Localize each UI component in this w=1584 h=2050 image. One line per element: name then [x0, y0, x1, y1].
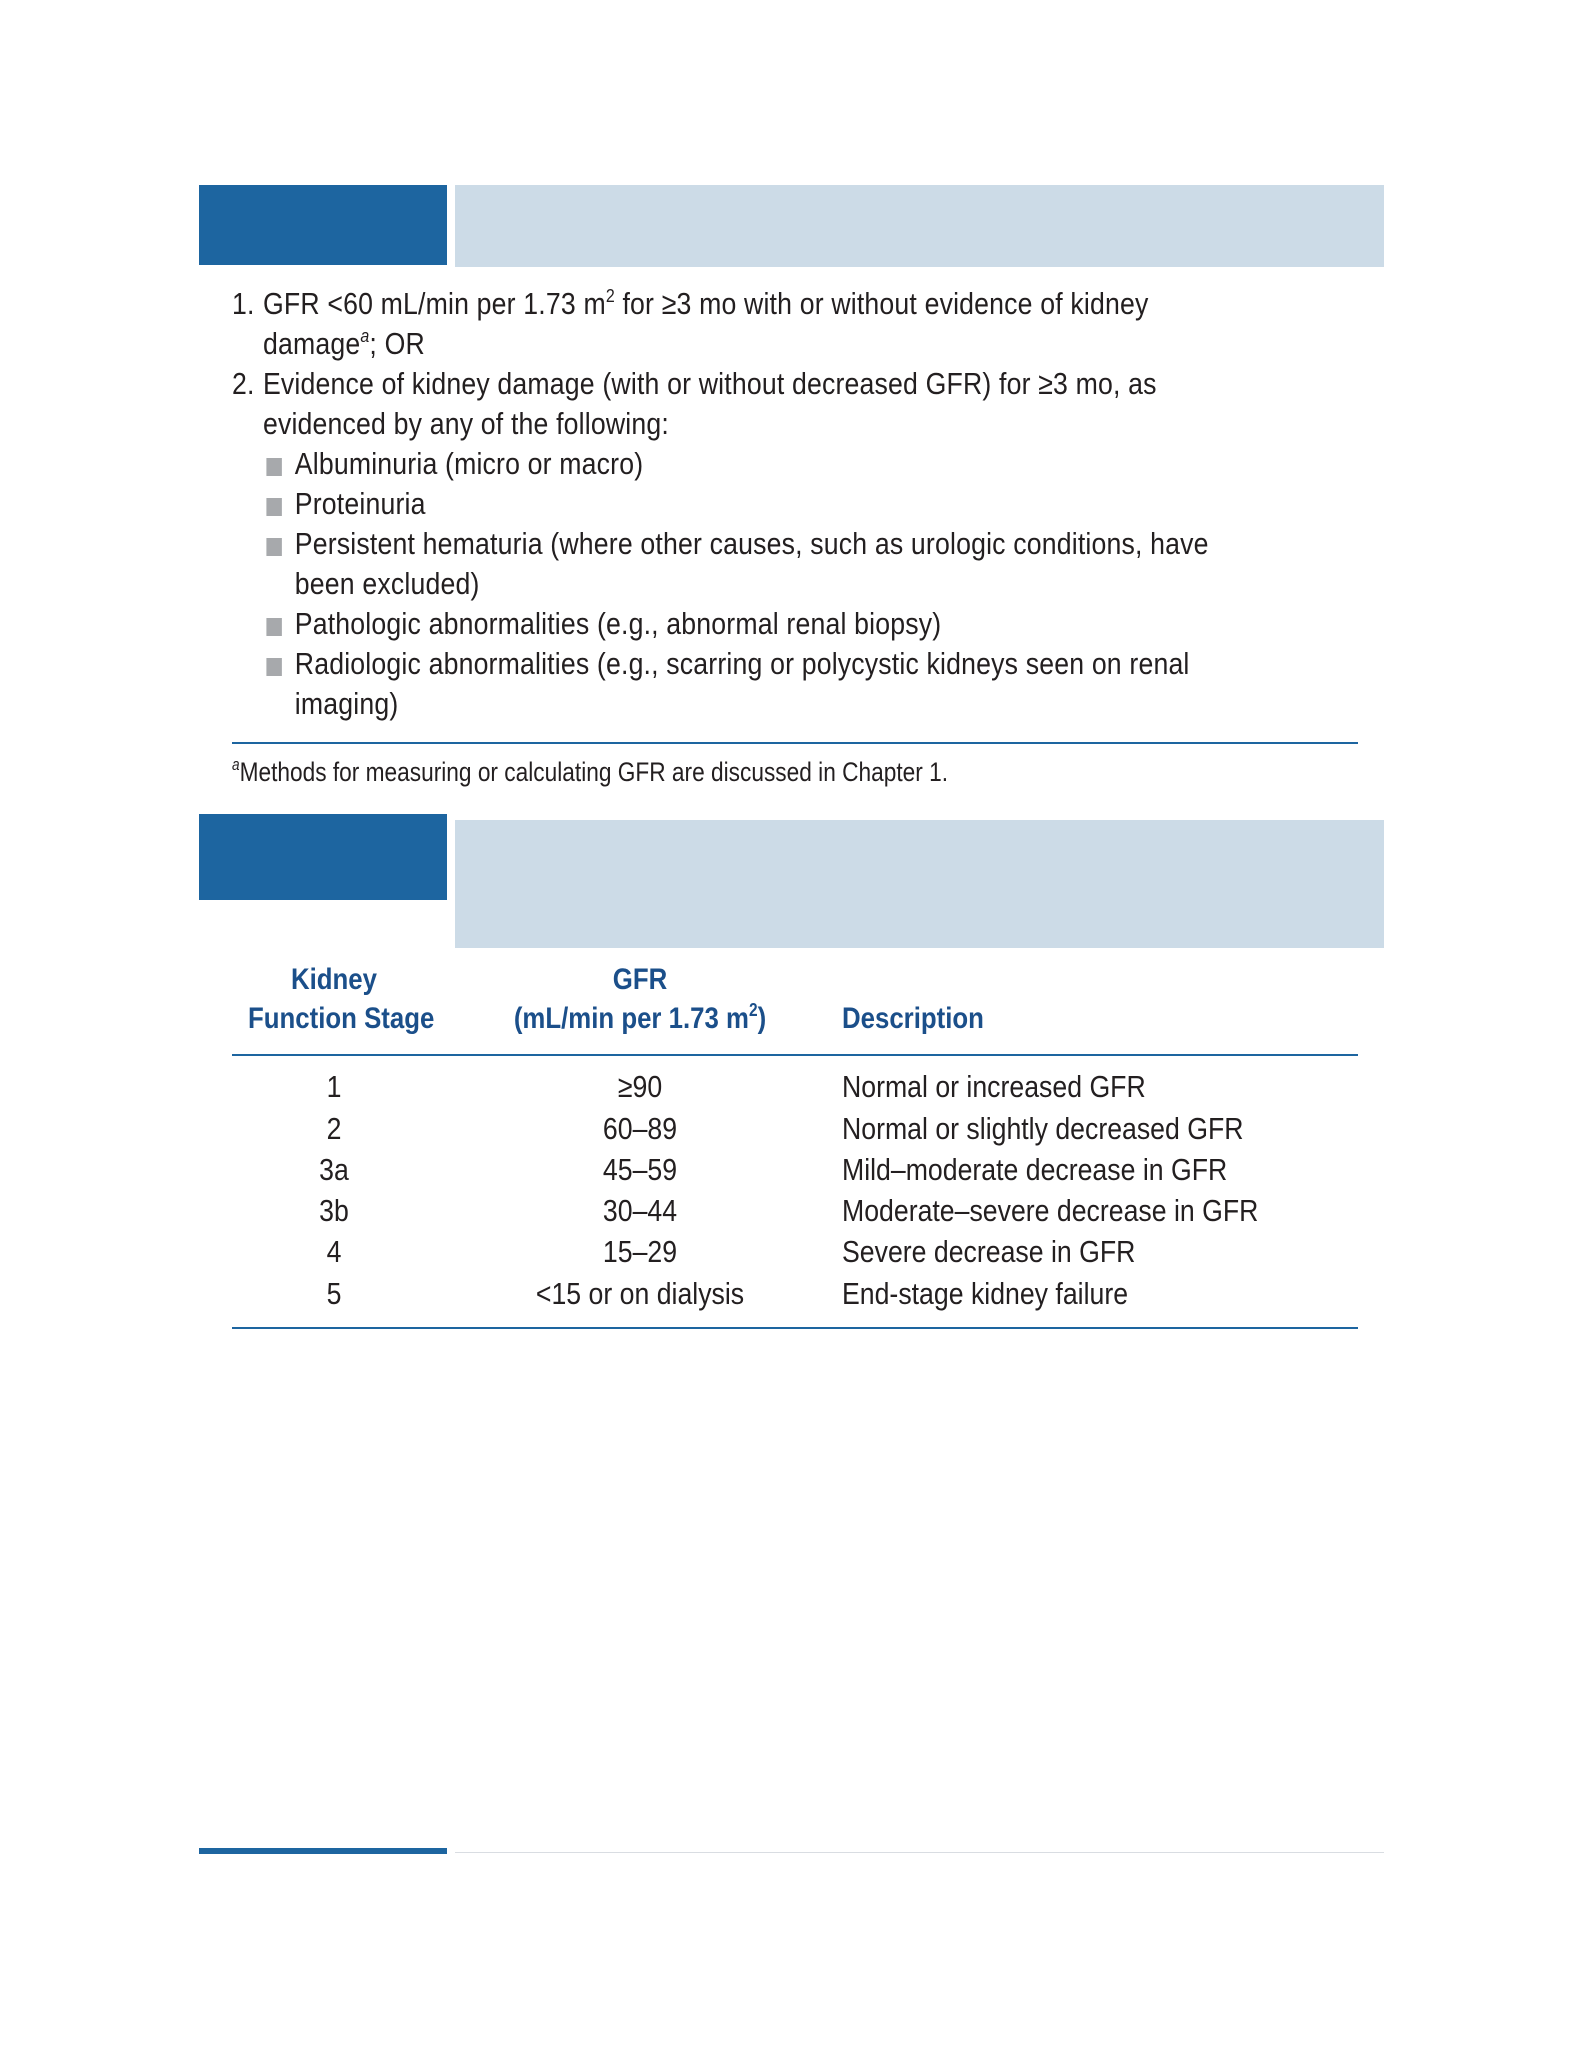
- footnote-text: Methods for measuring or calculating GFR are discussed in Chapter 1.: [239, 757, 949, 787]
- box1-label-block: [199, 185, 447, 265]
- square-bullet-icon: [266, 658, 281, 676]
- criteria-item-2: [232, 364, 1212, 724]
- criteria-number: 2.: [232, 366, 255, 401]
- criteria-item-1: [232, 284, 1212, 364]
- evidence-bullet-list: [263, 444, 1212, 724]
- square-bullet-icon: [266, 538, 281, 556]
- column-header-gfr: GFR (mL/min per 1.73 $m^2$): [513, 963, 767, 1035]
- footnote-marker: a: [360, 324, 370, 346]
- criteria-text: ; OR: [369, 326, 425, 361]
- column-header-stage: Kidney Function Stage: [248, 963, 435, 1035]
- table-bottom-rule: [232, 1327, 1358, 1329]
- list-item: Radiologic abnormalities (e.g., scarring or polycystic kidneys seen on renal imaging): [263, 644, 1212, 724]
- list-item: Proteinuria: [263, 484, 1212, 524]
- square-bullet-icon: [266, 498, 281, 516]
- criteria-text: GFR <60 mL/min per 1.73 m: [262, 286, 606, 321]
- ckd-criteria-list: [232, 284, 1212, 724]
- box2-title-bar: [455, 820, 1384, 948]
- square-bullet-icon: [266, 458, 281, 476]
- criteria-text: for ≥3 mo with or without evidence of kidney damage: [262, 286, 1149, 361]
- superscript: 2: [605, 284, 615, 306]
- square-bullet-icon: [266, 618, 281, 636]
- footer-rule: [455, 1852, 1384, 1853]
- list-item: Pathologic abnormalities (e.g., abnormal renal biopsy): [263, 604, 1212, 644]
- list-item: Persistent hematuria (where other causes, such as urologic conditions, have been excluded): [263, 524, 1212, 604]
- column-header-description: Description: [842, 1002, 984, 1035]
- table-header-rule: [232, 1054, 1358, 1056]
- box1-title-bar: [455, 185, 1384, 267]
- list-item: Albuminuria (micro or macro): [263, 444, 1212, 484]
- box2-label-block: [199, 814, 447, 900]
- box1-bottom-rule: [232, 742, 1358, 744]
- footnote-marker: a: [232, 756, 240, 774]
- footer-accent-rule: [199, 1848, 447, 1854]
- criteria-text: Evidence of kidney damage (with or without decreased GFR) for ≥3 mo, as evidenced by any of the following:: [262, 366, 1157, 441]
- footnote: [232, 755, 948, 789]
- criteria-number: 1.: [232, 286, 255, 321]
